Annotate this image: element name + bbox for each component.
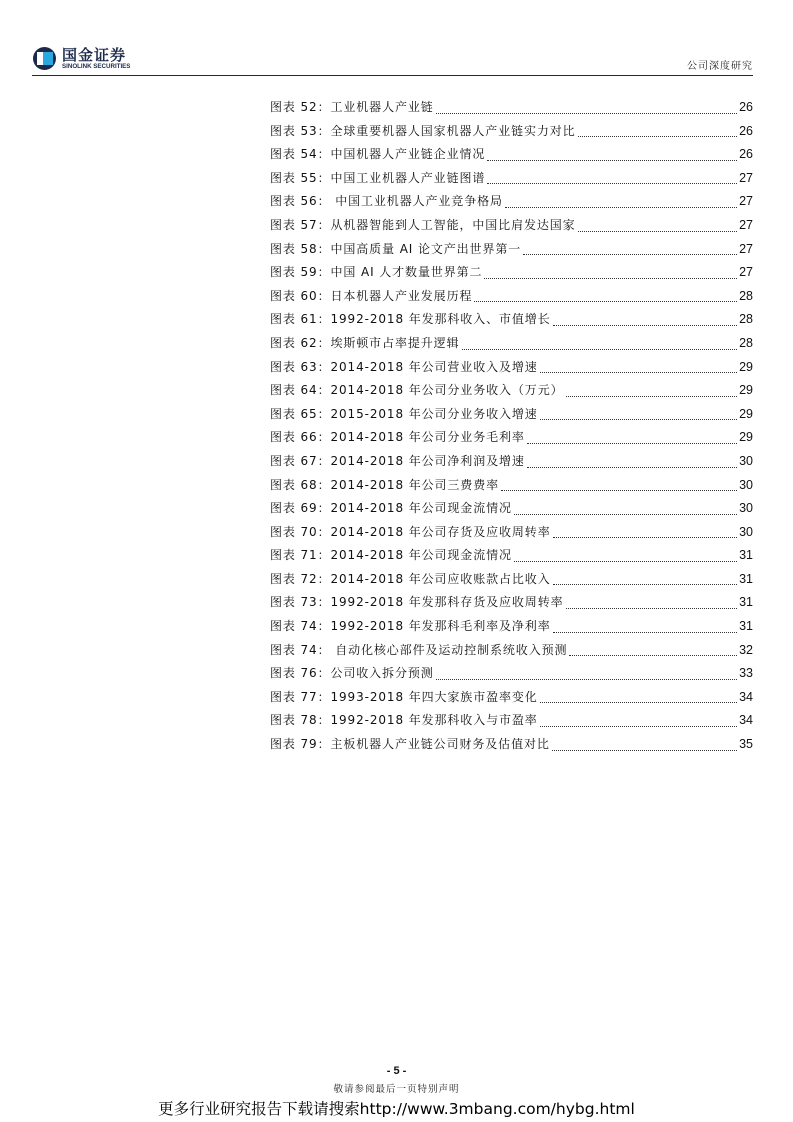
toc-entry-label: 图表 68：2014-2018 年公司三费费率 xyxy=(270,477,500,492)
toc-entry[interactable] xyxy=(270,143,753,167)
toc-entry-label: 图表 57：从机器智能到人工智能，中国比肩发达国家 xyxy=(270,217,576,232)
figure-table-of-contents xyxy=(270,96,753,757)
toc-entry-page: 29 xyxy=(739,359,753,374)
toc-dot-leader xyxy=(523,254,737,255)
page-number: - 5 - xyxy=(386,1065,407,1077)
toc-entry-page: 30 xyxy=(739,453,753,468)
toc-dot-leader xyxy=(436,113,737,114)
company-logo xyxy=(32,46,162,72)
toc-entry-page: 33 xyxy=(739,666,753,681)
toc-entry-label: 图表 64：2014-2018 年公司分业务收入（万元） xyxy=(270,383,564,398)
toc-entry[interactable] xyxy=(270,379,753,403)
toc-entry-page: 30 xyxy=(739,477,753,492)
toc-entry[interactable] xyxy=(270,450,753,474)
toc-entry-label: 图表 55：中国工业机器人产业链图谱 xyxy=(270,170,486,185)
toc-entry[interactable] xyxy=(270,733,753,757)
toc-entry-page: 30 xyxy=(739,501,753,516)
toc-dot-leader xyxy=(501,490,737,491)
toc-entry-page: 28 xyxy=(739,288,753,303)
toc-entry[interactable] xyxy=(270,686,753,710)
toc-entry-page: 27 xyxy=(739,194,753,209)
toc-entry-label: 图表 73：1992-2018 年发那科存货及应收周转率 xyxy=(270,595,564,610)
toc-entry[interactable] xyxy=(270,332,753,356)
toc-entry-label: 图表 58：中国高质量 AI 论文产出世界第一 xyxy=(270,241,522,256)
sinolink-logo-icon xyxy=(32,46,57,71)
toc-entry-label: 图表 67：2014-2018 年公司净利润及增速 xyxy=(270,453,525,468)
toc-entry-page: 27 xyxy=(739,265,753,280)
toc-entry-label: 图表 72：2014-2018 年公司应收账款占比收入 xyxy=(270,571,551,586)
toc-dot-leader xyxy=(527,443,737,444)
toc-entry[interactable] xyxy=(270,285,753,309)
toc-dot-leader xyxy=(569,655,737,656)
toc-entry-page: 29 xyxy=(739,406,753,421)
toc-entry[interactable] xyxy=(270,521,753,545)
toc-entry[interactable] xyxy=(270,308,753,332)
toc-entry[interactable] xyxy=(270,591,753,615)
toc-entry-label: 图表 56： 中国工业机器人产业竞争格局 xyxy=(270,194,503,209)
toc-entry[interactable] xyxy=(270,403,753,427)
toc-entry-page: 28 xyxy=(739,312,753,327)
toc-entry-label: 图表 71：2014-2018 年公司现金流情况 xyxy=(270,548,512,563)
toc-entry-label: 图表 74： 自动化核心部件及运动控制系统收入预测 xyxy=(270,642,568,657)
toc-entry-label: 图表 66：2014-2018 年公司分业务毛利率 xyxy=(270,430,525,445)
download-ad-text: 更多行业研究报告下载请搜索http://www.3mbang.com/hybg.html xyxy=(158,1100,635,1118)
toc-entry[interactable] xyxy=(270,356,753,380)
toc-entry[interactable] xyxy=(270,544,753,568)
toc-dot-leader xyxy=(540,726,737,727)
toc-entry-page: 27 xyxy=(739,217,753,232)
toc-entry-page: 32 xyxy=(739,642,753,657)
toc-entry[interactable] xyxy=(270,214,753,238)
toc-entry[interactable] xyxy=(270,190,753,214)
toc-dot-leader xyxy=(514,514,737,515)
toc-entry[interactable] xyxy=(270,639,753,663)
toc-entry-label: 图表 53：全球重要机器人国家机器人产业链实力对比 xyxy=(270,123,576,138)
toc-dot-leader xyxy=(553,325,737,326)
toc-entry-page: 29 xyxy=(739,383,753,398)
toc-entry-page: 31 xyxy=(739,548,753,563)
header-divider xyxy=(32,75,753,76)
toc-entry-page: 27 xyxy=(739,170,753,185)
toc-entry[interactable] xyxy=(270,474,753,498)
toc-dot-leader xyxy=(578,231,738,232)
toc-dot-leader xyxy=(540,419,737,420)
toc-entry-label: 图表 74：1992-2018 年发那科毛利率及净利率 xyxy=(270,619,551,634)
toc-entry-label: 图表 70：2014-2018 年公司存货及应收周转率 xyxy=(270,524,551,539)
toc-entry-label: 图表 59：中国 AI 人才数量世界第二 xyxy=(270,265,483,280)
toc-entry-page: 34 xyxy=(739,689,753,704)
toc-entry[interactable] xyxy=(270,120,753,144)
toc-entry-page: 29 xyxy=(739,430,753,445)
toc-entry-label: 图表 78：1992-2018 年发那科收入与市盈率 xyxy=(270,713,538,728)
toc-dot-leader xyxy=(436,679,737,680)
toc-dot-leader xyxy=(566,396,738,397)
toc-entry-page: 27 xyxy=(739,241,753,256)
toc-entry-label: 图表 79：主板机器人产业链公司财务及估值对比 xyxy=(270,737,550,752)
toc-entry-label: 图表 54：中国机器人产业链企业情况 xyxy=(270,147,486,162)
toc-entry-label: 图表 76：公司收入拆分预测 xyxy=(270,666,434,681)
toc-entry-label: 图表 69：2014-2018 年公司现金流情况 xyxy=(270,501,512,516)
toc-entry-label: 图表 60：日本机器人产业发展历程 xyxy=(270,288,473,303)
toc-entry[interactable] xyxy=(270,497,753,521)
toc-dot-leader xyxy=(487,160,737,161)
toc-dot-leader xyxy=(487,183,737,184)
toc-dot-leader xyxy=(553,584,737,585)
toc-entry-label: 图表 62：埃斯顿市占率提升逻辑 xyxy=(270,335,460,350)
toc-dot-leader xyxy=(540,702,737,703)
toc-entry-page: 28 xyxy=(739,335,753,350)
toc-entry[interactable] xyxy=(270,238,753,262)
toc-entry[interactable] xyxy=(270,261,753,285)
toc-entry[interactable] xyxy=(270,615,753,639)
toc-dot-leader xyxy=(462,349,738,350)
toc-dot-leader xyxy=(553,632,737,633)
toc-dot-leader xyxy=(474,301,737,302)
toc-dot-leader xyxy=(578,136,738,137)
toc-entry-label: 图表 77：1993-2018 年四大家族市盈率变化 xyxy=(270,689,538,704)
logo-chinese-name: 国金证券 xyxy=(62,46,127,64)
toc-entry-page: 31 xyxy=(739,619,753,634)
toc-entry-label: 图表 63：2014-2018 年公司营业收入及增速 xyxy=(270,359,538,374)
toc-entry[interactable] xyxy=(270,568,753,592)
toc-entry-page: 35 xyxy=(739,737,753,752)
disclaimer-note: 敬请参阅最后一页特别声明 xyxy=(333,1084,460,1095)
toc-entry[interactable] xyxy=(270,662,753,686)
toc-entry[interactable] xyxy=(270,709,753,733)
toc-entry-page: 31 xyxy=(739,595,753,610)
toc-entry-page: 26 xyxy=(739,123,753,138)
toc-entry-label: 图表 61：1992-2018 年发那科收入、市值增长 xyxy=(270,312,551,327)
document-type-label: 公司深度研究 xyxy=(687,61,753,72)
toc-entry[interactable] xyxy=(270,167,753,191)
toc-entry-label: 图表 65：2015-2018 年公司分业务收入增速 xyxy=(270,406,538,421)
toc-entry[interactable] xyxy=(270,96,753,120)
toc-entry-page: 26 xyxy=(739,100,753,114)
toc-dot-leader xyxy=(540,372,737,373)
toc-dot-leader xyxy=(566,608,738,609)
toc-entry-page: 26 xyxy=(739,147,753,162)
toc-entry-page: 34 xyxy=(739,713,753,728)
toc-dot-leader xyxy=(552,750,737,751)
logo-english-name: SINOLINK SECURITIES xyxy=(62,63,131,70)
toc-dot-leader xyxy=(514,561,737,562)
toc-entry-page: 30 xyxy=(739,524,753,539)
toc-dot-leader xyxy=(553,537,737,538)
toc-entry-page: 31 xyxy=(739,571,753,586)
toc-entry-label: 图表 52：工业机器人产业链 xyxy=(270,100,434,114)
toc-dot-leader xyxy=(484,278,737,279)
toc-entry[interactable] xyxy=(270,426,753,450)
toc-dot-leader xyxy=(527,467,737,468)
toc-dot-leader xyxy=(505,207,737,208)
page-header xyxy=(0,0,793,80)
